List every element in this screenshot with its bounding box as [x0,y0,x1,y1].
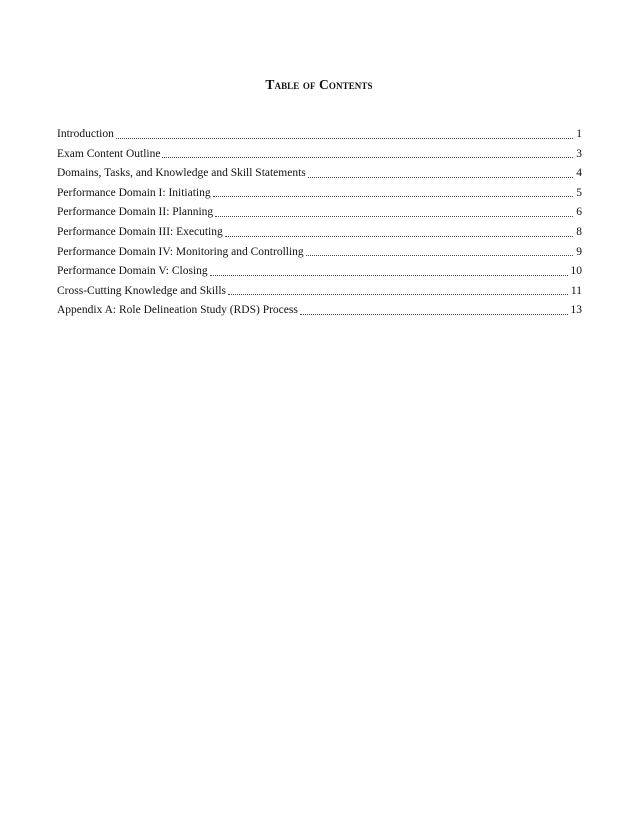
toc-entry-label: Performance Domain V: Closing [57,265,208,278]
toc-entry-exam-content-outline[interactable] [57,145,582,165]
toc-entry-cross-cutting[interactable] [57,282,582,302]
toc-entry-label: Performance Domain III: Executing [57,225,223,238]
toc-page-number: 10 [570,265,582,278]
table-of-contents [57,125,582,321]
toc-page-number: 5 [576,186,582,199]
toc-entry-label: Introduction [57,128,114,140]
dot-leader [210,274,568,276]
toc-entry-label: Performance Domain II: Planning [57,206,214,219]
toc-entry-label: Performance Domain I: Initiating [57,186,211,199]
toc-page-number: 6 [576,206,582,219]
toc-entry-domain-executing[interactable] [57,223,582,243]
toc-page-number: 8 [576,225,582,238]
toc-page-number: 1 [576,128,582,140]
dot-leader [213,195,573,197]
dot-leader [306,254,573,256]
toc-entry-label: Performance Domain IV: Monitoring and Controlling [57,245,304,258]
toc-entry-domain-closing[interactable] [57,262,582,282]
toc-entry-domain-planning[interactable] [57,203,582,223]
dot-leader [308,176,573,178]
toc-entry-label: Exam Content Outline [57,147,161,160]
toc-entry-label: Appendix A: Role Delineation Study (RDS) Process [57,304,298,317]
dot-leader [300,313,568,315]
dot-leader [116,137,573,139]
toc-entry-label: Domains, Tasks, and Knowledge and Skill Statements [57,167,306,180]
toc-entry-appendix-a[interactable] [57,301,582,321]
toc-entry-domains-tasks[interactable] [57,164,582,184]
dot-leader [225,235,573,237]
toc-entry-label: Cross-Cutting Knowledge and Skills [57,284,226,297]
dot-leader [228,293,568,295]
toc-page-number: 4 [576,167,582,180]
dot-leader [162,156,573,158]
toc-page-number: 3 [576,147,582,160]
page-title: Table of Contents [265,77,373,92]
dot-leader [215,215,573,217]
toc-page-number: 13 [570,304,582,317]
toc-page-number: 11 [570,284,582,297]
toc-page-number: 9 [576,245,582,258]
toc-entry-introduction[interactable] [57,125,582,145]
toc-entry-domain-initiating[interactable] [57,184,582,204]
toc-entry-domain-monitoring[interactable] [57,243,582,263]
